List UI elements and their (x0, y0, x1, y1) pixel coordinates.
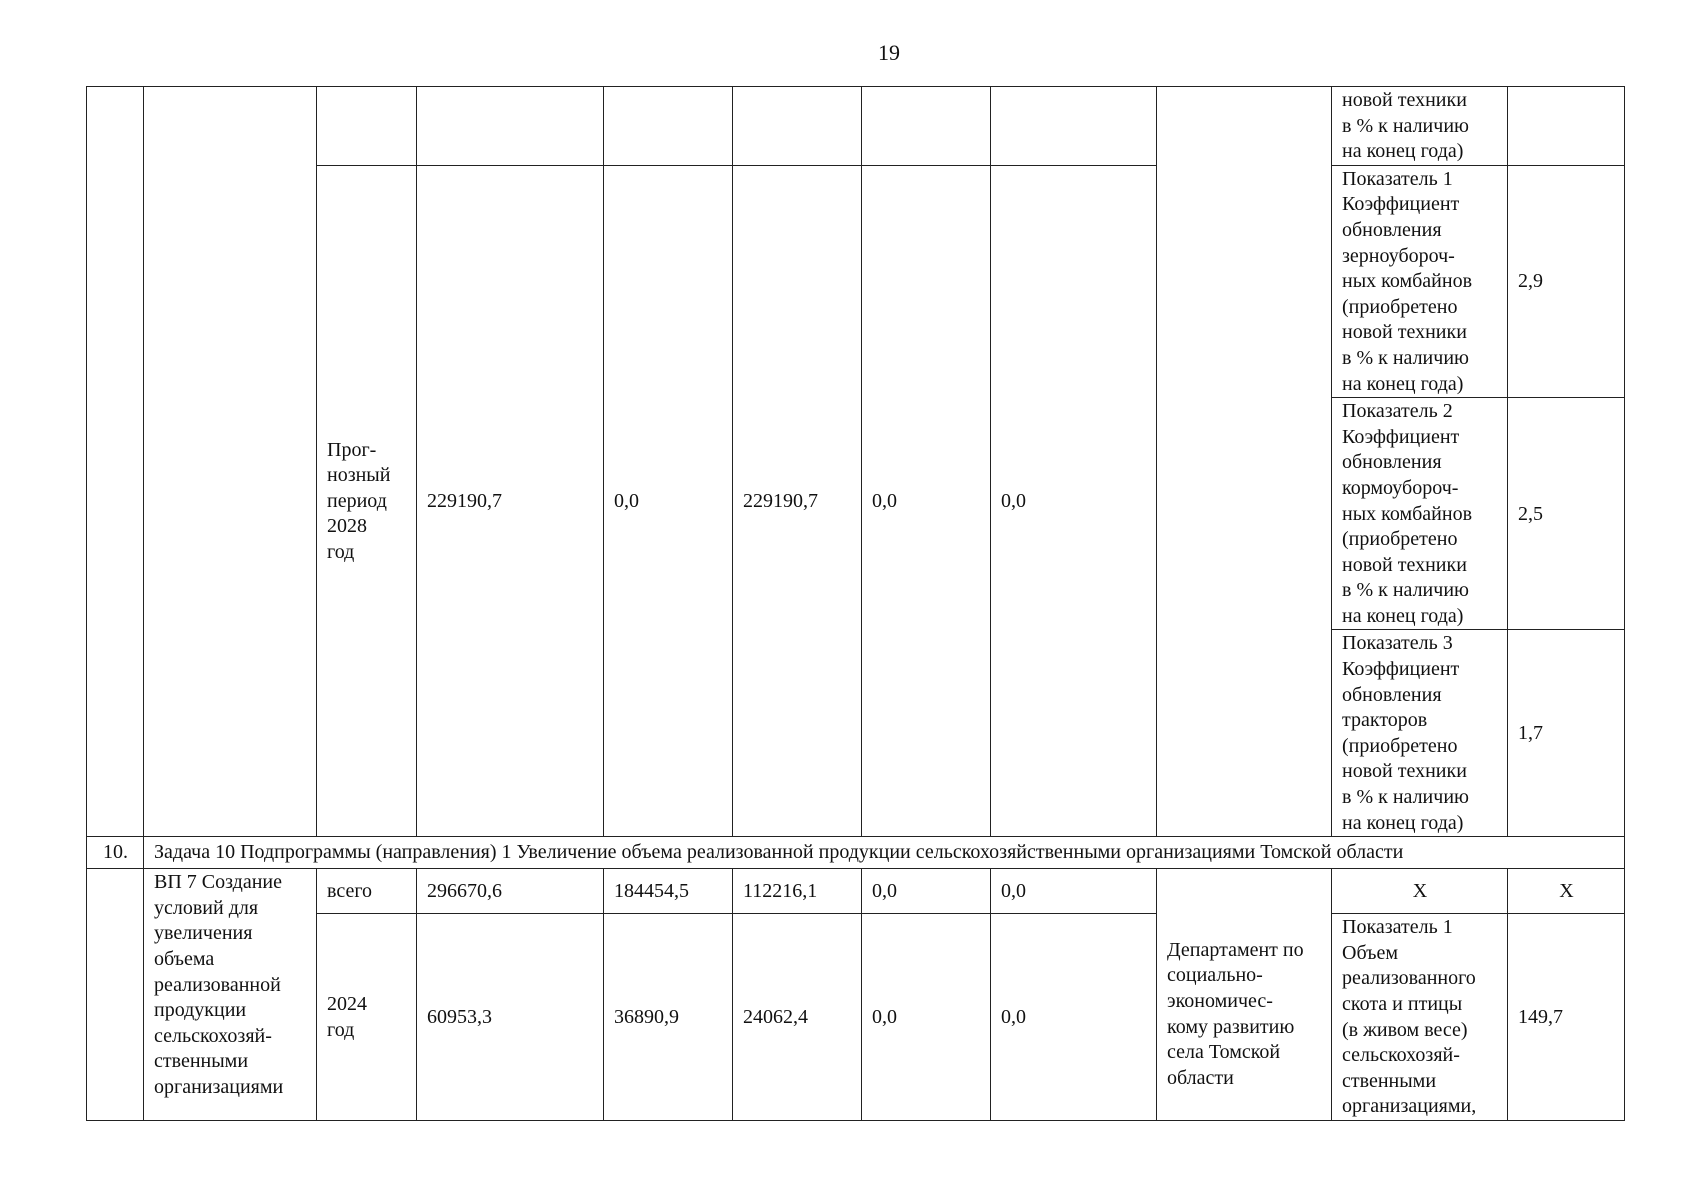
cell-indicator-value: 2,5 (1508, 398, 1625, 630)
table-row (87, 87, 1625, 166)
cell-indicator-value: 149,7 (1508, 914, 1625, 1121)
table-row (87, 914, 1625, 1121)
cell-value-total: 229190,7 (417, 165, 604, 836)
cell-period: Прог- нозный период 2028 год (317, 165, 417, 836)
cell-value (604, 87, 733, 166)
cell-value (733, 87, 862, 166)
cell-indicator: Х (1332, 869, 1508, 914)
cell-number (87, 87, 144, 837)
cell-value-total: 296670,6 (417, 869, 604, 914)
cell-executor (1157, 87, 1332, 837)
cell-value (991, 87, 1157, 166)
cell-value-other: 0,0 (991, 165, 1157, 836)
cell-indicator (1332, 87, 1508, 166)
table-row (87, 165, 1625, 397)
indicator-line: новой техники (1342, 89, 1467, 111)
cell-indicator-value: 2,9 (1508, 165, 1625, 397)
indicator-line: в % к наличию (1342, 114, 1469, 137)
cell-period: всего (317, 869, 417, 914)
cell-number (87, 869, 144, 1121)
cell-executor: Департамент по социально- экономичес- кому развитию села Томской области (1157, 869, 1332, 1121)
cell-value-federal: 36890,9 (604, 914, 733, 1121)
cell-task-number: 10. (87, 837, 144, 869)
cell-period: 2024 год (317, 914, 417, 1121)
indicator-line: на конец года) (1342, 140, 1464, 163)
table-row (87, 837, 1625, 869)
cell-value-total: 60953,3 (417, 914, 604, 1121)
cell-value-other: 0,0 (991, 869, 1157, 914)
cell-value-local: 0,0 (862, 914, 991, 1121)
cell-period (317, 87, 417, 166)
cell-value-regional: 229190,7 (733, 165, 862, 836)
cell-indicator: Показатель 1 Объем реализованного скота и птицы (в живом весе) сельскохозяй- ственными организациями, (1332, 914, 1508, 1121)
cell-indicator: Показатель 2 Коэффициент обновления кормоубороч- ных комбайнов (приобретено новой техники в % к наличию на конец года) (1332, 398, 1508, 630)
cell-value-local: 0,0 (862, 165, 991, 836)
cell-value-federal: 184454,5 (604, 869, 733, 914)
cell-value-federal: 0,0 (604, 165, 733, 836)
page-number: 19 (878, 40, 900, 65)
cell-indicator: Показатель 3 Коэффициент обновления тракторов (приобретено новой техники в % к наличию на конец года) (1332, 630, 1508, 837)
program-table (86, 86, 1625, 1121)
cell-value-regional: 24062,4 (733, 914, 862, 1121)
cell-indicator-value: Х (1508, 869, 1625, 914)
cell-event: ВП 7 Создание условий для увеличения объема реализованной продукции сельскохозяй- ственными организациями (144, 869, 317, 1121)
cell-value (417, 87, 604, 166)
cell-value-local: 0,0 (862, 869, 991, 914)
cell-event (144, 87, 317, 837)
cell-task-title: Задача 10 Подпрограммы (направления) 1 Увеличение объема реализованной продукции сельскохозяйственными организациями Томской области (144, 837, 1625, 869)
cell-indicator: Показатель 1 Коэффициент обновления зерноубороч- ных комбайнов (приобретено новой техники в % к наличию на конец года) (1332, 165, 1508, 397)
table-row (87, 869, 1625, 914)
cell-value-regional: 112216,1 (733, 869, 862, 914)
cell-indicator-value (1508, 87, 1625, 166)
cell-value (862, 87, 991, 166)
cell-value-other: 0,0 (991, 914, 1157, 1121)
cell-indicator-value: 1,7 (1508, 630, 1625, 837)
